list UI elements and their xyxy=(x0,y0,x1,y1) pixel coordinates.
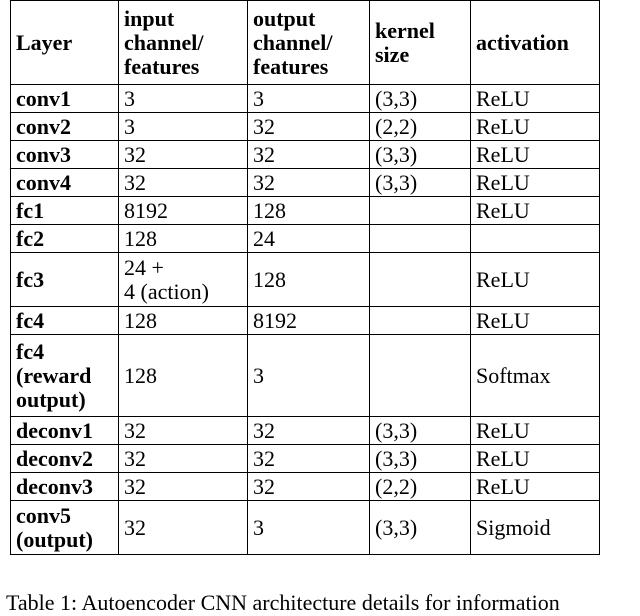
cell-kernel xyxy=(370,197,471,225)
cell-activation: Sigmoid xyxy=(471,501,600,555)
header-input xyxy=(119,1,248,85)
table-row xyxy=(11,225,600,253)
cell-input xyxy=(119,307,248,335)
cell-layer xyxy=(11,335,119,417)
header-row xyxy=(11,1,600,85)
cell-text: 128 xyxy=(253,197,286,223)
cell-text: 3 xyxy=(253,362,264,388)
cell-kernel: (3,3) xyxy=(370,85,471,113)
header-text: Layer xyxy=(16,29,73,55)
cell-input xyxy=(119,335,248,417)
architecture-table xyxy=(10,0,600,555)
cell-text: fc4 xyxy=(16,338,45,364)
cell-kernel: (3,3) xyxy=(370,417,471,445)
cell-text: deconv2 xyxy=(16,445,93,471)
cell-text: (output) xyxy=(16,526,94,552)
header-text: channel/ xyxy=(124,29,204,55)
cell-activation: ReLU xyxy=(471,473,600,501)
cell-text: 32 xyxy=(124,169,146,195)
table-row xyxy=(11,253,600,307)
cell-text: conv1 xyxy=(16,85,71,111)
table-row xyxy=(11,417,600,445)
cell-layer xyxy=(11,307,119,335)
header-text: activation xyxy=(476,29,569,55)
cell-text: 8192 xyxy=(124,197,168,223)
cell-text: 4 (action) xyxy=(124,278,209,304)
cell-output xyxy=(248,225,370,253)
cell-text: 32 xyxy=(253,169,275,195)
cell-text: conv4 xyxy=(16,169,71,195)
cell-layer xyxy=(11,253,119,307)
cell-text: 3 xyxy=(253,85,264,111)
cell-activation: ReLU xyxy=(471,113,600,141)
cell-activation: Softmax xyxy=(471,335,600,417)
cell-kernel: (3,3) xyxy=(370,445,471,473)
cell-output xyxy=(248,197,370,225)
table-row xyxy=(11,141,600,169)
cell-text: 32 xyxy=(253,445,275,471)
cell-layer xyxy=(11,85,119,113)
cell-kernel: (2,2) xyxy=(370,113,471,141)
cell-activation: ReLU xyxy=(471,197,600,225)
cell-text: 32 xyxy=(253,417,275,443)
cell-text: 3 xyxy=(124,85,135,111)
cell-text: 32 xyxy=(124,417,146,443)
cell-text: conv3 xyxy=(16,141,71,167)
cell-kernel xyxy=(370,225,471,253)
cell-input xyxy=(119,141,248,169)
cell-output xyxy=(248,473,370,501)
table-row xyxy=(11,169,600,197)
cell-layer xyxy=(11,169,119,197)
cell-input xyxy=(119,197,248,225)
cell-kernel: (2,2) xyxy=(370,473,471,501)
cell-activation: ReLU xyxy=(471,445,600,473)
cell-text: output) xyxy=(16,386,86,412)
table-caption: Table 1: Autoencoder CNN architecture details for information xyxy=(6,590,560,615)
cell-layer xyxy=(11,197,119,225)
cell-text: conv2 xyxy=(16,113,71,139)
cell-output xyxy=(248,141,370,169)
cell-activation: ReLU xyxy=(471,85,600,113)
cell-text: fc2 xyxy=(16,225,45,251)
table-row xyxy=(11,85,600,113)
cell-input xyxy=(119,169,248,197)
cell-text: 24 + xyxy=(124,254,164,280)
header-text: input xyxy=(124,5,175,31)
cell-input xyxy=(119,445,248,473)
table-row xyxy=(11,307,600,335)
cell-text: 24 xyxy=(253,225,275,251)
cell-kernel xyxy=(370,307,471,335)
cell-input xyxy=(119,85,248,113)
cell-output xyxy=(248,169,370,197)
table-row xyxy=(11,501,600,555)
cell-output xyxy=(248,253,370,307)
table-row xyxy=(11,473,600,501)
cell-kernel: (3,3) xyxy=(370,501,471,555)
header-activation xyxy=(471,1,600,85)
cell-output xyxy=(248,501,370,555)
cell-input xyxy=(119,253,248,307)
cell-text: 32 xyxy=(253,113,275,139)
cell-text: 32 xyxy=(124,473,146,499)
cell-text: fc4 xyxy=(16,307,45,333)
cell-layer xyxy=(11,225,119,253)
cell-text: 32 xyxy=(253,473,275,499)
cell-output xyxy=(248,335,370,417)
header-text: kernel xyxy=(375,17,435,43)
cell-output xyxy=(248,85,370,113)
cell-text: 128 xyxy=(124,307,157,333)
cell-kernel: (3,3) xyxy=(370,169,471,197)
cell-text: 3 xyxy=(253,514,264,540)
cell-text: 128 xyxy=(124,225,157,251)
cell-text: 32 xyxy=(124,514,146,540)
cell-layer xyxy=(11,445,119,473)
table-row xyxy=(11,335,600,417)
cell-output xyxy=(248,307,370,335)
cell-activation: ReLU xyxy=(471,307,600,335)
cell-text: 32 xyxy=(124,445,146,471)
header-layer xyxy=(11,1,119,85)
cell-layer xyxy=(11,417,119,445)
cell-text: 128 xyxy=(253,266,286,292)
cell-output xyxy=(248,113,370,141)
cell-layer xyxy=(11,501,119,555)
cell-activation: ReLU xyxy=(471,253,600,307)
header-text: features xyxy=(253,53,329,79)
cell-layer xyxy=(11,113,119,141)
cell-activation: ReLU xyxy=(471,417,600,445)
cell-activation: ReLU xyxy=(471,141,600,169)
cell-input xyxy=(119,225,248,253)
cell-input xyxy=(119,473,248,501)
cell-text: (reward xyxy=(16,362,92,388)
header-text: channel/ xyxy=(253,29,333,55)
cell-text: 3 xyxy=(124,113,135,139)
header-text: features xyxy=(124,53,200,79)
cell-text: deconv3 xyxy=(16,473,93,499)
cell-text: fc3 xyxy=(16,266,45,292)
cell-text: 128 xyxy=(124,362,157,388)
cell-kernel xyxy=(370,253,471,307)
cell-text: deconv1 xyxy=(16,417,93,443)
header-text: size xyxy=(375,41,410,67)
cell-input xyxy=(119,501,248,555)
cell-output xyxy=(248,417,370,445)
cell-activation xyxy=(471,225,600,253)
cell-kernel: (3,3) xyxy=(370,141,471,169)
cell-kernel xyxy=(370,335,471,417)
header-text: output xyxy=(253,5,316,31)
cell-output xyxy=(248,445,370,473)
table-row xyxy=(11,197,600,225)
cell-text: 32 xyxy=(253,141,275,167)
cell-text: 8192 xyxy=(253,307,297,333)
cell-input xyxy=(119,417,248,445)
header-kernel xyxy=(370,1,471,85)
cell-input xyxy=(119,113,248,141)
cell-text: 32 xyxy=(124,141,146,167)
cell-text: fc1 xyxy=(16,197,45,223)
cell-activation: ReLU xyxy=(471,169,600,197)
table-row xyxy=(11,445,600,473)
cell-layer xyxy=(11,141,119,169)
cell-text: conv5 xyxy=(16,502,71,528)
header-output xyxy=(248,1,370,85)
cell-layer xyxy=(11,473,119,501)
table-row xyxy=(11,113,600,141)
